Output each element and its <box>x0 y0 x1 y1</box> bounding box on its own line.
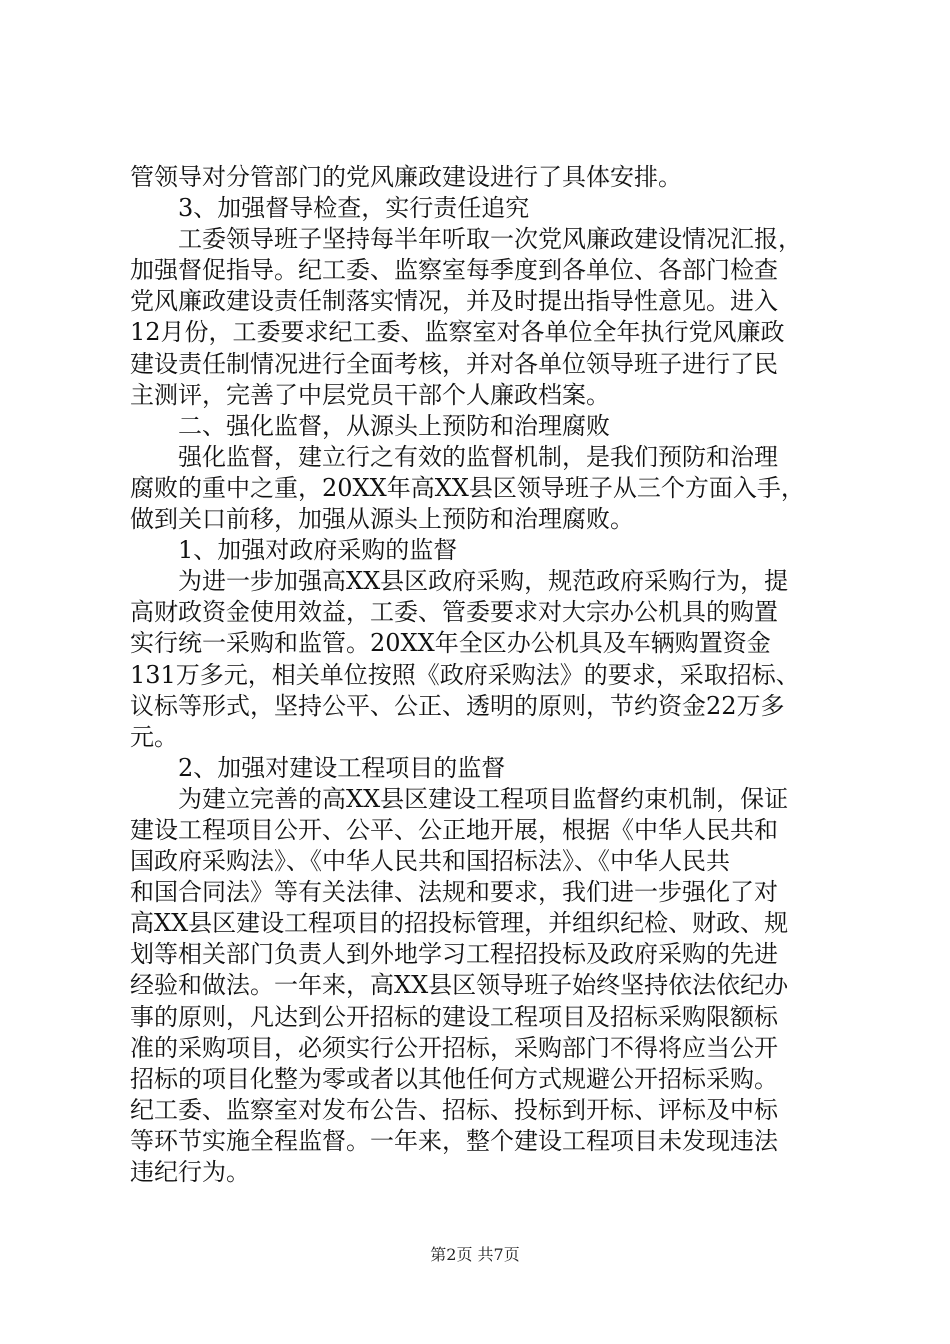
text-line: 准的采购项目，必须实行公开招标，采购部门不得将应当公开 <box>130 1033 778 1062</box>
text-line: 建设责任制情况进行全面考核，并对各单位领导班子进行了民 <box>130 349 778 378</box>
text-line: 1、加强对政府采购的监督 <box>178 536 458 565</box>
text-line: 违纪行为。 <box>130 1158 250 1186</box>
text-line: 等环节实施全程监督。一年来，整个建设工程项目未发现违法 <box>130 1126 778 1155</box>
text-line: 12月份，工委要求纪工委、监察室对各单位全年执行党风廉政 <box>130 318 785 347</box>
text-line: 划等相关部门负责人到外地学习工程招投标及政府采购的先进 <box>130 940 778 969</box>
text-line: 党风廉政建设责任制落实情况，并及时提出指导性意见。进入 <box>130 287 778 316</box>
text-line: 国政府采购法》、《中华人民共和国招标法》、《中华人民共 <box>130 847 730 876</box>
text-line: 招标的项目化整为零或者以其他任何方式规避公开招标采购。 <box>130 1064 778 1093</box>
text-line: 建设工程项目公开、公平、公正地开展，根据《中华人民共和 <box>130 815 778 844</box>
text-line: 主测评，完善了中层党员干部个人廉政档案。 <box>130 380 610 409</box>
text-line: 管领导对分管部门的党风廉政建设进行了具体安排。 <box>130 163 682 191</box>
text-line: 工委领导班子坚持每半年听取一次党风廉政建设情况汇报， <box>178 225 802 254</box>
text-line: 腐败的重中之重，20XX年高XX县区领导班子从三个方面入手， <box>130 473 805 502</box>
text-line: 元。 <box>130 722 178 751</box>
document-body <box>130 162 830 1188</box>
text-line: 经验和做法。一年来，高XX县区领导班子始终坚持依法依纪办 <box>130 971 789 1000</box>
page-number-footer: 第2页 共7页 <box>430 1245 520 1264</box>
text-line: 二、强化监督，从源头上预防和治理腐败 <box>178 411 610 440</box>
text-line: 和国合同法》等有关法律、法规和要求，我们进一步强化了对 <box>130 878 778 907</box>
text-line: 2、加强对建设工程项目的监督 <box>178 753 506 782</box>
text-line: 3、加强督导检查，实行责任追究 <box>178 194 530 223</box>
text-line: 为进一步加强高XX县区政府采购，规范政府采购行为，提 <box>178 567 789 596</box>
text-line: 做到关口前移，加强从源头上预防和治理腐败。 <box>130 505 634 534</box>
text-line: 131万多元，相关单位按照《政府采购法》的要求，采取招标、 <box>130 660 800 689</box>
text-line: 为建立完善的高XX县区建设工程项目监督约束机制，保证 <box>178 784 789 813</box>
text-line: 高XX县区建设工程项目的招投标管理，并组织纪检、财政、规 <box>130 909 789 938</box>
text-line: 实行统一采购和监管。20XX年全区办公机具及车辆购置资金 <box>130 629 771 658</box>
text-line: 加强督促指导。纪工委、监察室每季度到各单位、各部门检查 <box>130 256 778 285</box>
text-line: 事的原则，凡达到公开招标的建设工程项目及招标采购限额标 <box>130 1002 778 1031</box>
text-line: 强化监督，建立行之有效的监督机制，是我们预防和治理 <box>178 442 778 471</box>
text-line: 纪工委、监察室对发布公告、招标、投标到开标、评标及中标 <box>130 1095 778 1124</box>
text-line: 议标等形式，坚持公平、公正、透明的原则，节约资金22万多 <box>130 691 785 720</box>
text-line: 高财政资金使用效益，工委、管委要求对大宗办公机具的购置 <box>130 598 778 627</box>
